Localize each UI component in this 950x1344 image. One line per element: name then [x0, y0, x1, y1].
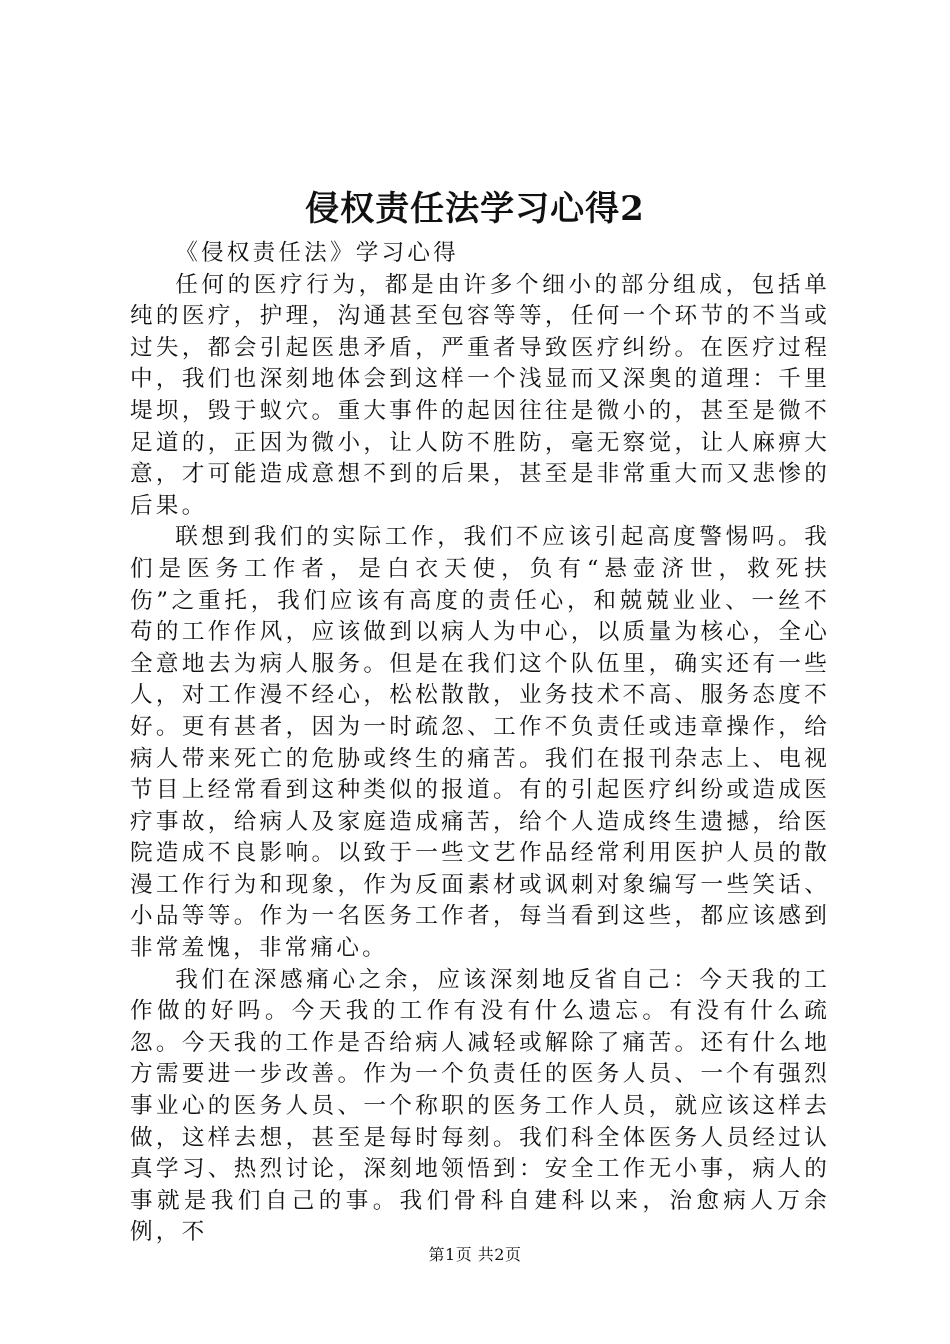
paragraph-2: 联想到我们的实际工作，我们不应该引起高度警惕吗。我们是医务工作者，是白衣天使，负有“悬壶济世，救死扶伤”之重托，我们应该有高度的责任心，和兢兢业业、一丝不苟的工作作风，应该做到以病人为中心，以质量为核心，全心全意地去为病人服务。但是在我们这个队伍里，确实还有一些人，对工作漫不经心，松松散散，业务技术不高、服务态度不好。更有甚者，因为一时疏忽、工作不负责任或违章操作，给病人带来死亡的危胁或终生的痛苦。我们在报刊杂志上、电视节目上经常看到这种类似的报道。有的引起医疗纠纷或造成医疗事故，给病人及家庭造成痛苦，给个人造成终生遗撼，给医院造成不良影响。以致于一些文艺作品经常利用医护人员的散漫工作行为和现象，作为反面素材或讽刺对象编写一些笑话、小品等等。作为一名医务工作者，每当看到这些，都应该感到非常羞愧，非常痛心。 [130, 524, 830, 962]
page-number-footer: 第1页 共2页 [428, 1245, 522, 1264]
document-body [130, 238, 830, 1249]
document-title: 侵权责任法学习心得2 [305, 189, 645, 229]
document-subtitle: 《侵权责任法》学习心得 [175, 240, 459, 266]
paragraph-1: 任何的医疗行为，都是由许多个细小的部分组成，包括单纯的医疗，护理，沟通甚至包容等等，任何一个环节的不当或过失，都会引起医患矛盾，严重者导致医疗纠纷。在医疗过程中，我们也深刻地体会到这样一个浅显而又深奥的道理：千里堤坝，毁于蚁穴。重大事件的起因往往是微小的，甚至是微不足道的，正因为微小，让人防不胜防，毫无察觉，让人麻痹大意，才可能造成意想不到的后果，甚至是非常重大而又悲惨的后果。 [130, 271, 830, 519]
paragraph-3: 我们在深感痛心之余，应该深刻地反省自己：今天我的工作做的好吗。今天我的工作有没有什么遗忘。有没有什么疏忽。今天我的工作是否给病人减轻或解除了痛苦。还有什么地方需要进一步改善。作为一个负责任的医务人员、一个有强烈事业心的医务人员、一个称职的医务工作人员，就应该这样去做，这样去想，甚至是每时每刻。我们科全体医务人员经过认真学习、热烈讨论，深刻地领悟到：安全工作无小事，病人的事就是我们自己的事。我们骨科自建科以来，治愈病人万余例，不 [130, 966, 830, 1246]
